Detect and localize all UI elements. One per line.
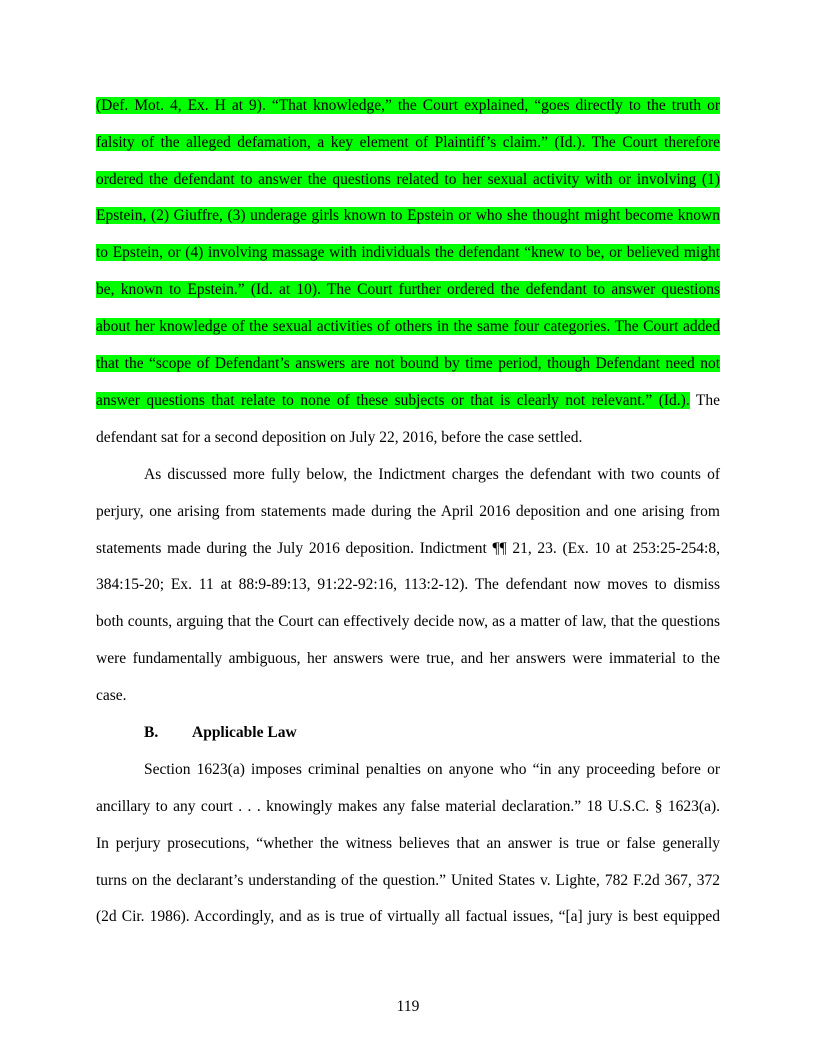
body-line [96, 649, 720, 669]
section-letter: B. [144, 724, 159, 741]
body-line [96, 317, 720, 337]
body-line [144, 760, 720, 780]
body-text: both counts, arguing that the Court can effectively decide now, as a matter of law, that the questions [96, 613, 720, 630]
body-line [96, 575, 720, 595]
body-line [96, 280, 720, 300]
body-text: defendant sat for a second deposition on July 22, 2016, before the case settled. [96, 429, 583, 446]
body-line [96, 797, 720, 817]
body-text: perjury, one arising from statements made during the April 2016 deposition and one arising from [96, 503, 720, 520]
highlighted-text: about her knowledge of the sexual activities of others in the same four categories. The Court added [96, 318, 720, 335]
highlighted-text: Epstein, (2) Giuffre, (3) underage girls known to Epstein or who she thought might become known [96, 207, 720, 224]
body-line [96, 170, 720, 190]
body-line [96, 391, 720, 411]
body-line [96, 907, 720, 927]
body-line [96, 428, 720, 448]
body-text: In perjury prosecutions, “whether the witness believes that an answer is true or false generally [96, 835, 720, 852]
body-line [96, 834, 720, 854]
highlighted-text: (Def. Mot. 4, Ex. H at 9). “That knowledge,” the Court explained, “goes directly to the truth or [96, 97, 720, 114]
body-text: were fundamentally ambiguous, her answers were true, and her answers were immaterial to the [96, 650, 720, 667]
highlighted-text: falsity of the alleged defamation, a key element of Plaintiff’s claim.” (Id.). The Court therefore [96, 134, 720, 151]
body-line [96, 354, 720, 374]
body-line [144, 465, 720, 485]
body-line [96, 502, 720, 522]
highlighted-text: to Epstein, or (4) involving massage with individuals the defendant “knew to be, or believed might [96, 244, 720, 261]
body-text: 384:15-20; Ex. 11 at 88:9-89:13, 91:22-92:16, 113:2-12). The defendant now moves to dismiss [96, 576, 720, 593]
body-text: ancillary to any court . . . knowingly makes any false material declaration.” 18 U.S.C. § 1623(a). [96, 798, 720, 815]
highlighted-text: ordered the defendant to answer the questions related to her sexual activity with or involving (1) [96, 171, 720, 188]
page-number: 119 [396, 998, 420, 1015]
body-text: case. [96, 687, 127, 704]
body-text: (2d Cir. 1986). Accordingly, and as is true of virtually all factual issues, “[a] jury is best equipped [96, 908, 720, 925]
body-text: turns on the declarant’s understanding of the question.” United States v. Lighte, 782 F.2d 367, 372 [96, 872, 720, 889]
body-text: Section 1623(a) imposes criminal penalties on anyone who “in any proceeding before or [144, 761, 720, 778]
body-text: statements made during the July 2016 deposition. Indictment ¶¶ 21, 23. (Ex. 10 at 253:25-254:8, [96, 540, 720, 557]
highlighted-text: that the “scope of Defendant’s answers are not bound by time period, though Defendant need not [96, 355, 720, 372]
body-text: As discussed more fully below, the Indictment charges the defendant with two counts of [144, 466, 720, 483]
body-line [96, 612, 720, 632]
body-line [96, 871, 720, 891]
body-line [96, 96, 720, 116]
body-line [96, 206, 720, 226]
body-line [96, 686, 720, 706]
body-line [96, 133, 720, 153]
highlighted-text: answer questions that relate to none of these subjects or that is clearly not relevant.” (Id.). [96, 392, 690, 409]
section-title: Applicable Law [192, 724, 297, 741]
body-line [96, 539, 720, 559]
body-line [96, 243, 720, 263]
body-text: The [695, 392, 720, 409]
highlighted-text: be, known to Epstein.” (Id. at 10). The Court further ordered the defendant to answer questions [96, 281, 720, 298]
